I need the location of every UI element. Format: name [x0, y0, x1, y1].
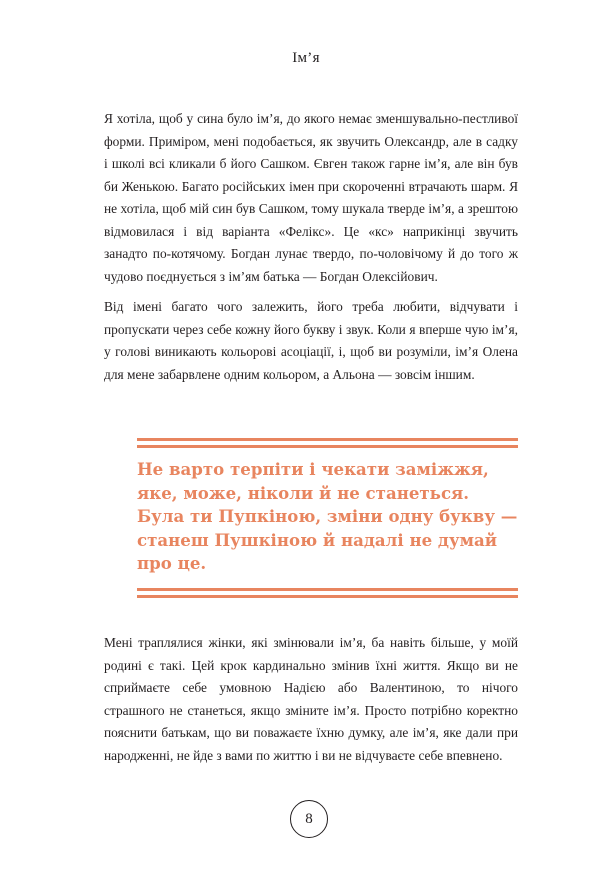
body-paragraph-1: Я хотіла, щоб у сина було ім’я, до якого немає зменшувально-пестливої форми. Приміром, мені подобається, як звучить Олександр, але в садку і школі всі кликали б його Сашком. Євген також гарне ім’я, але він був би Женькою. Багато російських імен при скороченні втрачають шарм. Я не хотіла, щоб мій син був Сашком, тому шукала тверде ім’я, а зрештою відмовилася і від варіанта «Фелікс». Це «кс» наприкінці звучить занадто по-котячому. Богдан лунає твердо, по-чоловічому й до того ж чудово поєднується з ім’ям батька — Богдан Олексійович.: [104, 111, 518, 284]
quote-bottom-rule: [137, 595, 518, 598]
body-paragraph-3: Мені траплялися жінки, які змінювали ім’я, ба навіть більше, у моїй родині є такі. Цей крок кардинально змінив їхні життя. Якщо ви не сприймаєте себе умовною Надією або Валентиною, то нічого страшного не станеться, якщо зміните ім’я. Просто потрібно коректно пояснити батькам, що ви поважаєте їхню думку, але ім’я, яке дали при народженні, не йде з вами по життю і ви не відчуваєте себе впевнено.: [104, 635, 518, 763]
pull-quote-text: Не варто терпіти і чекати заміжжя, яке, може, ніколи й не станеться. Була ти Пупкіною, зміни одну букву — станеш Пушкіною й надалі не думай про це.: [137, 459, 518, 574]
page-number-label: 8: [305, 810, 313, 827]
quote-top-rule: [137, 438, 518, 441]
quote-bottom-rule-inner: [137, 588, 518, 591]
quote-top-rule-inner: [137, 445, 518, 448]
body-paragraph-2: Від імені багато чого залежить, його треба любити, відчувати і пропускати через себе кожну його букву і звук. Коли я вперше чую ім’я, у голові виникають кольорові асоціації, і, щоб ви розуміли, ім’я Олена для мене забарвлене одним кольором, а Альона — зовсім іншим.: [104, 299, 518, 382]
page-number: [290, 800, 328, 838]
pull-quote: [137, 438, 518, 604]
page-title: Ім’я: [292, 50, 320, 66]
